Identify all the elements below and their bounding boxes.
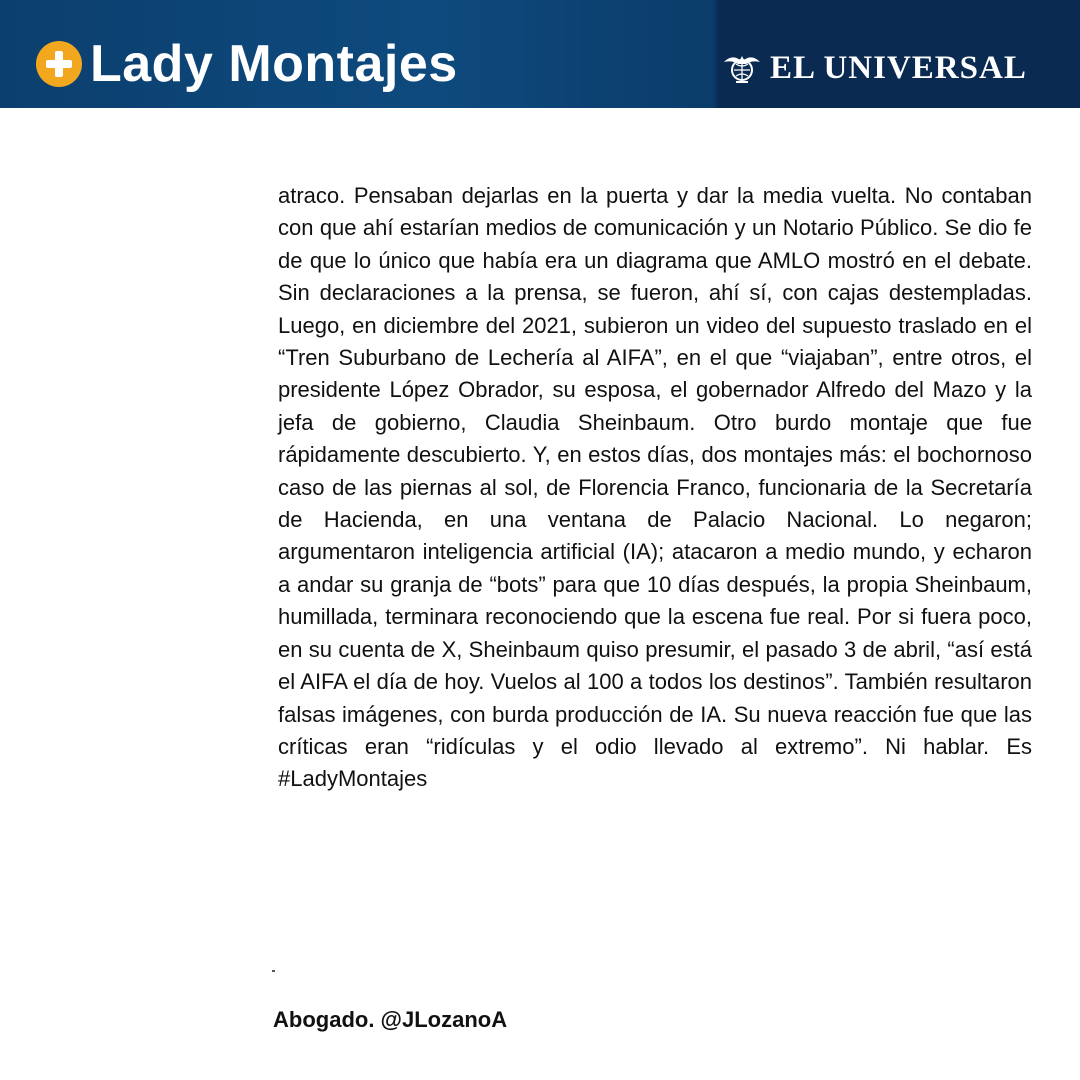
- newspaper-logo: [722, 50, 1027, 86]
- column-title-text: Lady Montajes: [90, 35, 458, 93]
- column-title: [36, 35, 458, 93]
- article-body: atraco. Pensaban dejarlas en la puerta y dar la media vuelta. No contaban con que ahí estarían medios de comunicación y un Notario Público. Se dio fe de que lo único que había era un diagrama que AMLO mostró en el debate. Sin declaraciones a la prensa, se fueron, ahí sí, con cajas destempladas. Luego, en diciembre del 2021, subieron un video del supuesto traslado en el “Tren Suburbano de Lechería al AIFA”, en el que “viajaban”, entre otros, el presidente López Obrador, su esposa, el gobernador Alfredo del Mazo y la jefa de gobierno, Claudia Sheinbaum. Otro burdo montaje que fue rápidamente descubierto. Y, en estos días, dos montajes más: el bochornoso caso de las piernas al sol, de Florencia Franco, funcionaria de la Secretaría de Hacienda, en una ventana de Palacio Nacional. Lo negaron; argumentaron inteligencia artificial (IA); atacaron a medio mundo, y echaron a andar su granja de “bots” para que 10 días después, la propia Sheinbaum, humillada, terminara reconociendo que la escena fue real. Por si fuera poco, en su cuenta de X, Sheinbaum quiso presumir, el pasado 3 de abril, “así está el AIFA el día de hoy. Vuelos al 100 a todos los destinos”. También resultaron falsas imágenes, con burda producción de IA. Su nueva reacción fue que las críticas eran “ridículas y el odio llevado al extremo”. Ni hablar. Es #LadyMontajes: [278, 183, 1032, 792]
- header-banner: [0, 0, 1080, 108]
- plus-circle-icon: [36, 41, 82, 87]
- divider-dot: [272, 970, 275, 972]
- author-signature: Abogado. @JLozanoA: [273, 1007, 508, 1032]
- eagle-globe-icon: [722, 50, 762, 86]
- newspaper-name: EL UNIVERSAL: [770, 49, 1027, 86]
